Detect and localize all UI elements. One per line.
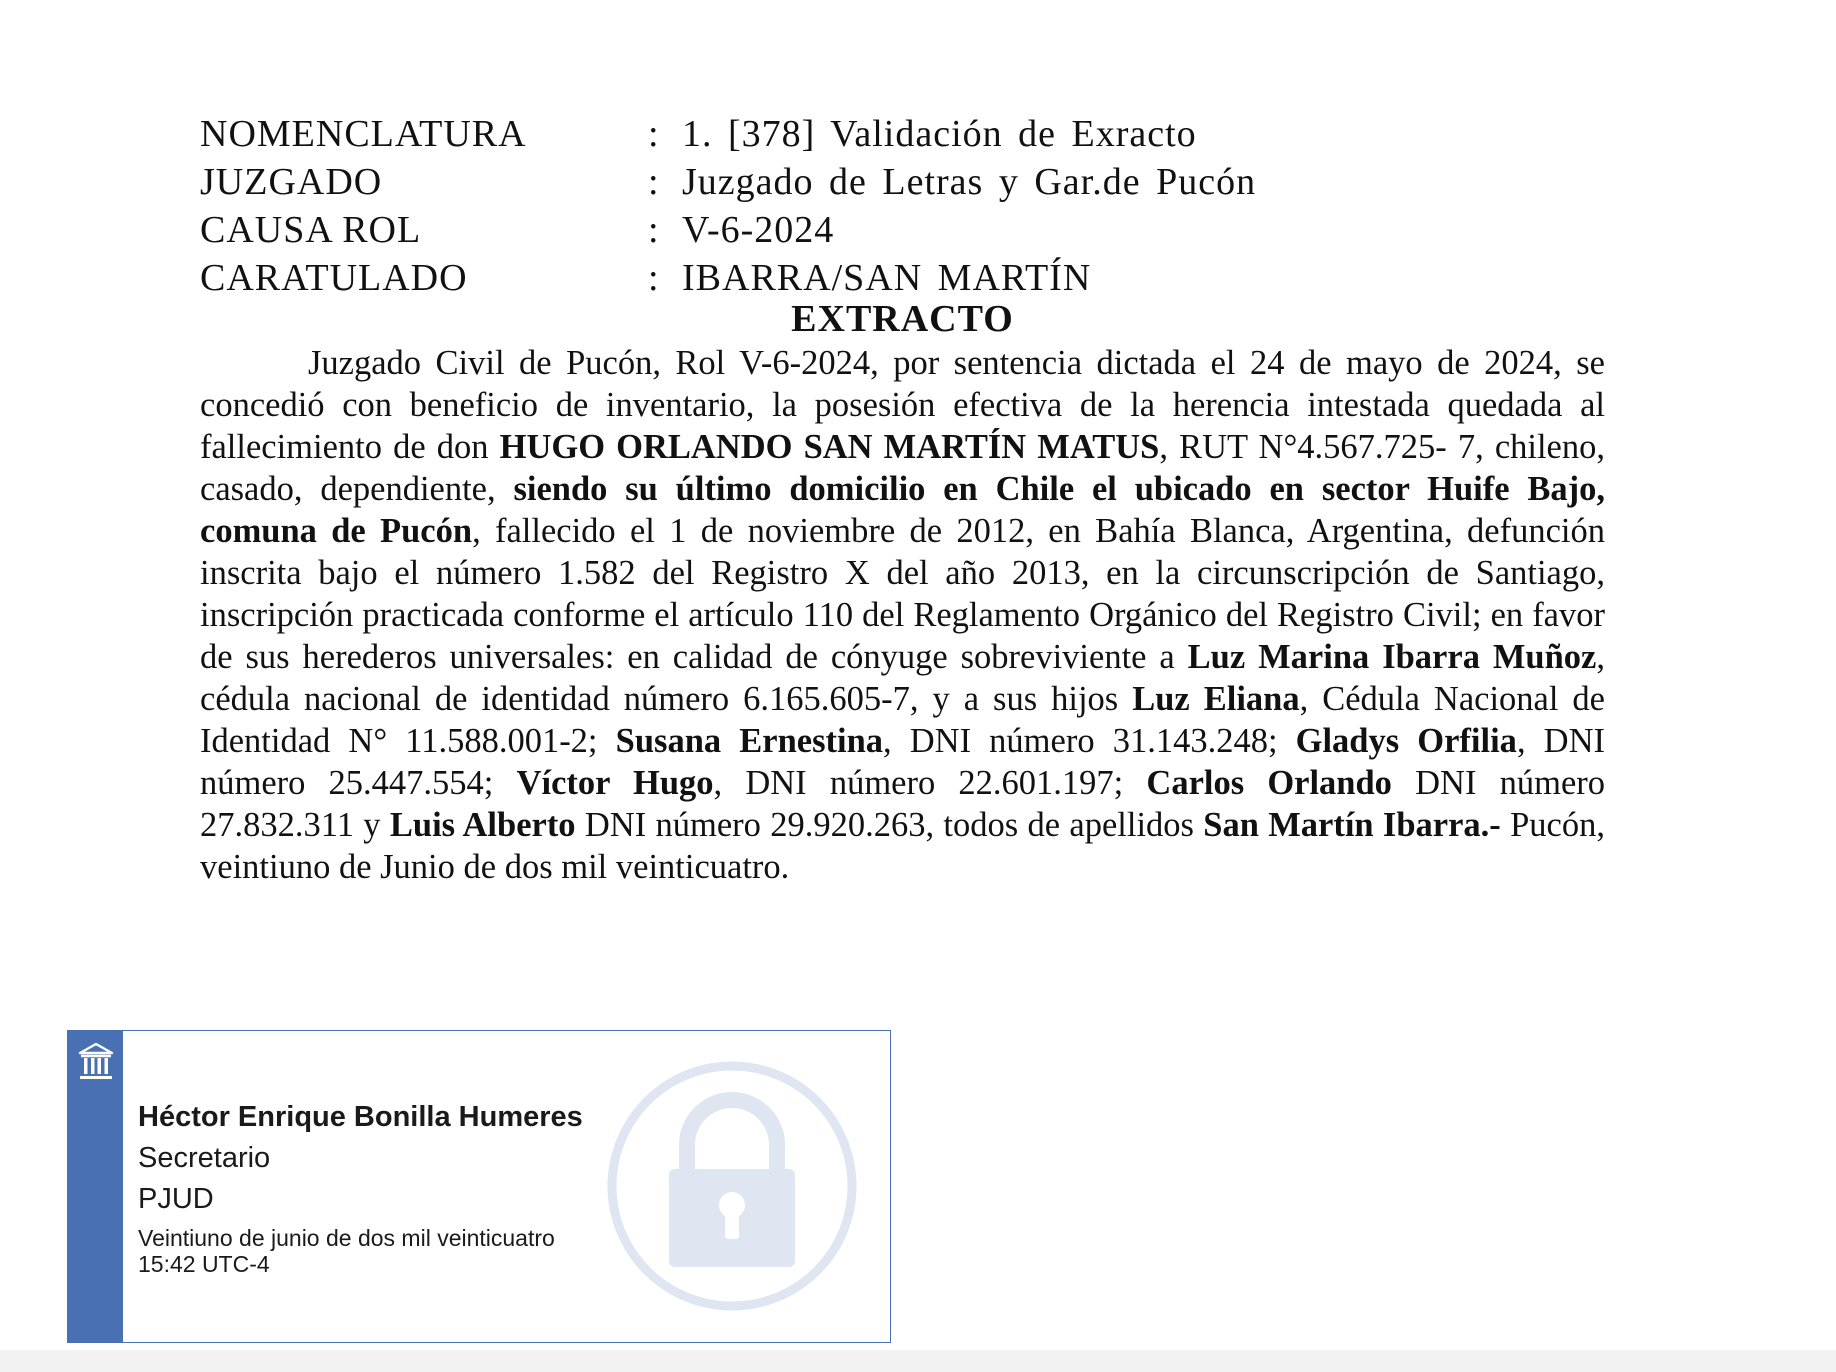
header-row-juzgado: [200, 158, 1256, 206]
body-text-bold-segment: Gladys Orfilia: [1295, 722, 1517, 760]
body-text-bold-segment: HUGO ORLANDO SAN MARTÍN MATUS: [499, 428, 1160, 466]
body-text-segment: Pucón, veintiuno de Junio de dos mil veinticuatro.: [200, 806, 1605, 886]
header-colon: :: [648, 209, 660, 251]
header-colon: :: [648, 113, 660, 155]
header-colon: :: [648, 161, 660, 203]
signer-organization: PJUD: [138, 1183, 214, 1215]
header-value: V-6-2024: [682, 209, 835, 251]
body-text-segment: DNI número 27.832.311 y: [200, 764, 1605, 844]
header-value: IBARRA/SAN MARTÍN: [682, 257, 1092, 299]
body-text-segment: , DNI número 22.601.197;: [713, 764, 1147, 802]
header-colon: :: [648, 257, 660, 299]
body-text-bold-segment: San Martín Ibarra.-: [1203, 806, 1501, 844]
electronic-signature-box: [67, 1030, 891, 1343]
signer-name: Héctor Enrique Bonilla Humeres: [138, 1101, 583, 1133]
header-label: NOMENCLATURA: [200, 113, 527, 155]
body-text-bold-segment: Carlos Orlando: [1146, 764, 1392, 802]
body-text-segment: , fallecido el 1 de noviembre de 2012, en Bahía Blanca, Argentina, defunción inscrita bajo el número 1.582 del Registro X del año 2013, en la circunscripción de Santiago, inscripción practicada conforme el artículo 110 del Reglamento Orgánico del Registro Civil; en favor de sus herederos universales: en calidad de cónyuge sobreviviente a: [200, 512, 1605, 676]
body-text-segment: , cédula nacional de identidad número 6.165.605-7, y a sus hijos: [200, 638, 1605, 718]
body-text-segment: Juzgado Civil de Pucón, Rol V-6-2024, por sentencia dictada el 24 de mayo de 2024, se concedió con beneficio de inventario, la posesión efectiva de la herencia intestada quedada al fallecimiento de don: [200, 344, 1605, 466]
courthouse-icon: [78, 1041, 114, 1083]
signature-date: Veintiuno de junio de dos mil veinticuatro: [138, 1225, 555, 1251]
body-text-segment: , RUT N°4.567.725- 7, chileno, casado, dependiente,: [200, 428, 1605, 508]
header-row-nomenclatura: [200, 110, 1256, 158]
extract-title: EXTRACTO: [791, 298, 1014, 340]
header-label: CAUSA ROL: [200, 209, 422, 251]
header-label: JUZGADO: [200, 161, 383, 203]
case-header: [200, 110, 1256, 302]
header-row-caratulado: [200, 254, 1256, 302]
header-value: 1. [378] Validación de Exracto: [682, 113, 1197, 155]
header-value: Juzgado de Letras y Gar.de Pucón: [682, 161, 1257, 203]
lock-icon: [605, 1059, 859, 1313]
header-label: CARATULADO: [200, 257, 468, 299]
body-text-segment: , DNI número 31.143.248;: [883, 722, 1296, 760]
extract-body: [200, 342, 1605, 888]
signature-time: 15:42 UTC-4: [138, 1251, 270, 1277]
viewer-bottom-edge: [0, 1350, 1836, 1372]
signature-band: [68, 1031, 123, 1342]
header-row-causa-rol: [200, 206, 1256, 254]
body-text-bold-segment: Luz Eliana: [1132, 680, 1300, 718]
body-text-bold-segment: Luz Marina Ibarra Muñoz: [1187, 638, 1597, 676]
body-text-segment: DNI número 29.920.263, todos de apellidos: [575, 806, 1204, 844]
body-text-bold-segment: Susana Ernestina: [615, 722, 884, 760]
body-text-segment: , Cédula Nacional de Identidad N° 11.588.001-2;: [200, 680, 1605, 760]
signer-role: Secretario: [138, 1142, 271, 1174]
body-text-bold-segment: Luis Alberto: [389, 806, 576, 844]
body-text-segment: , DNI número 25.447.554;: [200, 722, 1605, 802]
body-text-bold-segment: siendo su último domicilio en Chile el ubicado en sector Huife Bajo, comuna de Pucón: [200, 470, 1605, 550]
body-text-bold-segment: Víctor Hugo: [516, 764, 714, 802]
